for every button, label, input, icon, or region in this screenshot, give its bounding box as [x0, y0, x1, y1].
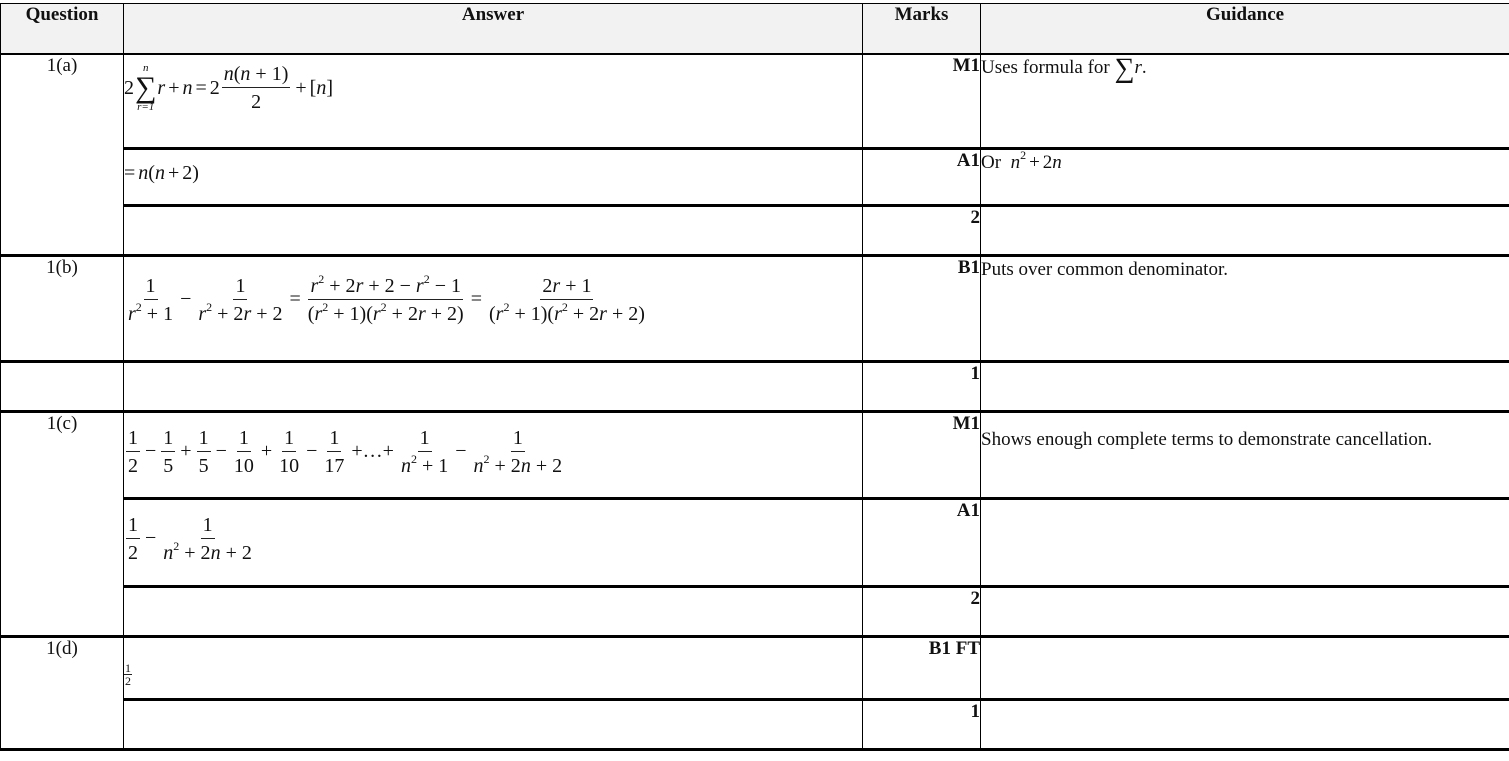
- header-row: [1, 4, 1509, 55]
- table-row: [1, 586, 1509, 636]
- marks-total: 2: [863, 205, 981, 255]
- guidance-cell: [981, 699, 1509, 749]
- table-row: [1, 205, 1509, 255]
- math-expression: $\frac{1}{2}$: [125, 660, 131, 688]
- marks-cell: B1: [863, 255, 981, 361]
- guidance-cell: Uses formula for ∑r.: [981, 54, 1509, 148]
- question-id: 1(d): [1, 636, 124, 749]
- table-row: [1, 361, 1509, 411]
- table-row: [1, 54, 1509, 148]
- header-question: Question: [1, 4, 124, 55]
- mark-scheme-table: [0, 3, 1509, 751]
- guidance-cell: [981, 498, 1509, 586]
- question-id: 1(b): [1, 255, 124, 361]
- answer-cell: [124, 636, 863, 699]
- question-id: 1(c): [1, 411, 124, 636]
- answer-cell: [124, 498, 863, 586]
- answer-cell: [124, 586, 863, 636]
- guidance-cell: [981, 361, 1509, 411]
- guidance-cell: Puts over common denominator.: [981, 255, 1509, 361]
- guidance-cell: [981, 205, 1509, 255]
- header-marks: Marks: [863, 4, 981, 55]
- answer-cell: [124, 148, 863, 205]
- table-row: [1, 498, 1509, 586]
- answer-cell: [124, 255, 863, 361]
- math-expression: = n ( n + 2): [124, 161, 199, 184]
- math-expression: $\frac{1}{2}$ − $\frac{1}{5}$ + $\frac{1}{5}$ − $\frac{1}{10}$ + $\frac{1}{10}$ − $\frac{1}{17}$ +…+ $\frac{1}{n^2 + 1}$ − $\frac{1}{n^2 + 2n + 2}$: [128, 426, 563, 477]
- table-row: [1, 411, 1509, 498]
- table-row: [1, 636, 1509, 699]
- guidance-cell: Shows enough complete terms to demonstrate cancellation.: [981, 411, 1509, 498]
- answer-cell: [124, 411, 863, 498]
- marks-cell: A1: [863, 498, 981, 586]
- table-row: [1, 148, 1509, 205]
- guidance-cell: [981, 636, 1509, 699]
- marks-cell: M1: [863, 411, 981, 498]
- table-row: [1, 255, 1509, 361]
- summation-symbol: n ∑ r=1: [135, 62, 157, 113]
- marks-total: 2: [863, 586, 981, 636]
- question-id-empty: [1, 361, 124, 411]
- marks-cell: M1: [863, 54, 981, 148]
- guidance-cell: Or $n^2 + 2n$: [981, 148, 1509, 205]
- answer-cell: [124, 361, 863, 411]
- math-expression: 2 n ∑ r=1 r + n = 2 $\frac{n(n + 1)}{2}$ + [n]: [124, 62, 333, 113]
- marks-cell: A1: [863, 148, 981, 205]
- guidance-cell: [981, 586, 1509, 636]
- math-expression: $\frac{1}{2}$ − $\frac{1}{n^2 + 2n + 2}$: [128, 513, 252, 564]
- answer-cell: [124, 205, 863, 255]
- answer-cell: [124, 699, 863, 749]
- question-id: 1(a): [1, 54, 124, 255]
- answer-cell: [124, 54, 863, 148]
- marks-cell: B1 FT: [863, 636, 981, 699]
- header-answer: Answer: [124, 4, 863, 55]
- math-expression: $\frac{1}{r^2 + 1}$ − $\frac{1}{r^2 + 2r + 2}$ = $\frac{r^2 + 2r + 2 - r^2 - 1}{(r^2 + 1)(r^2 + 2r + 2)}$ = $\frac{2r + 1}{(r^2 + 1)(r^2 + 2r + 2)}$: [128, 271, 645, 325]
- marks-total: 1: [863, 699, 981, 749]
- marks-total: 1: [863, 361, 981, 411]
- table-row: [1, 699, 1509, 749]
- header-guidance: Guidance: [981, 4, 1509, 55]
